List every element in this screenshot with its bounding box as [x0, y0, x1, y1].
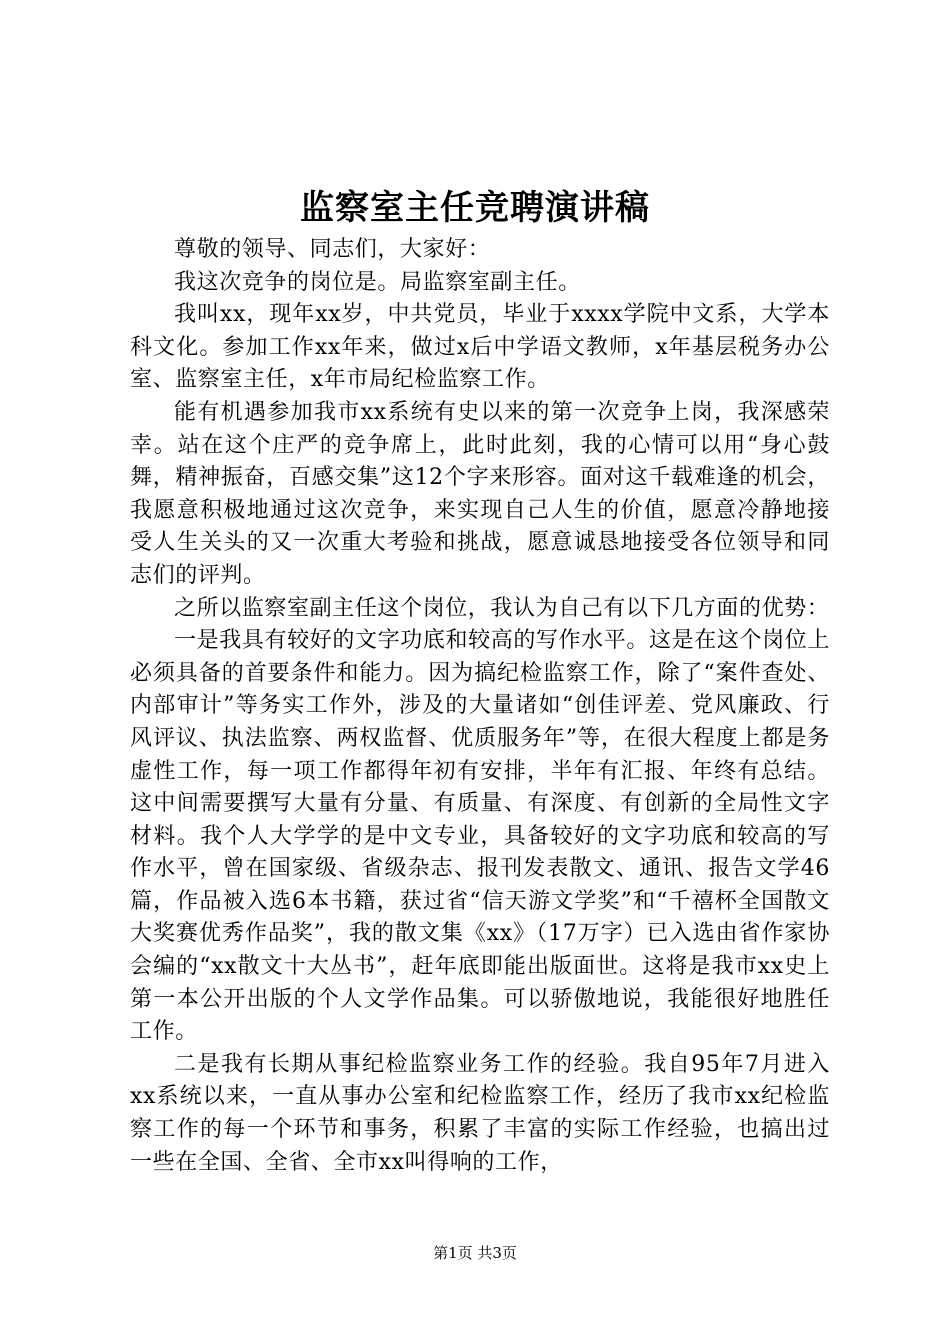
- paragraph-self-intro: 我叫xx，现年xx岁，中共党员，毕业于xxxx学院中文系，大学本科文化。参加工作xx年来，做过x后中学语文教师，x年基层税务办公室、监察室主任，x年市局纪检监察工作。: [130, 302, 830, 393]
- paragraph-position: 我这次竞争的岗位是。局监察室副主任。: [174, 269, 581, 295]
- paragraph-opportunity: 能有机遇参加我市xx系统有史以来的第一次竞争上岗，我深感荣幸。站在这个庄严的竞争席上，此时此刻，我的心情可以用“身心鼓舞，精神振奋，百感交集”这12个字来形容。面对这千载难逢的机会，我愿意积极地通过这次竞争，来实现自己人生的价值，愿意冷静地接受人生关头的又一次重大考验和挑战，愿意诚恳地接受各位领导和同志们的评判。: [130, 399, 830, 588]
- page-footer: 第1页 共3页: [433, 1244, 517, 1262]
- paragraph-advantages-intro: 之所以监察室副主任这个岗位，我认为自己有以下几方面的优势：: [174, 595, 830, 621]
- paragraph-advantage-writing: 一是我具有较好的文字功底和较高的写作水平。这是在这个岗位上必须具备的首要条件和能力。因为搞纪检监察工作，除了“案件查处、内部审计”等务实工作外，涉及的大量诸如“创佳评差、党风廉政、行风评议、执法监察、两权监督、优质服务年”等，在很大程度上都是务虚性工作，每一项工作都得年初有安排，半年有汇报、年终有总结。这中间需要撰写大量有分量、有质量、有深度、有创新的全局性文字材料。我个人大学学的是中文专业，具备较好的文字功底和较高的写作水平，曾在国家级、省级杂志、报刊发表散文、通讯、报告文学46篇，作品被入选6本书籍，获过省“信天游文学奖”和“千禧杯全国散文大奖赛优秀作品奖”，我的散文集《xx》（17万字）已入选由省作家协会编的“xx散文十大丛书”，赶年底即能出版面世。这将是我市xx史上第一本公开出版的个人文学作品集。可以骄傲地说，我能很好地胜任工作。: [130, 628, 830, 1045]
- paragraph-advantage-experience: 二是我有长期从事纪检监察业务工作的经验。我自95年7月进入xx系统以来，一直从事办公室和纪检监察工作，经历了我市xx纪检监察工作的每一个环节和事务，积累了丰富的实际工作经验，也搞出过一些在全国、全省、全市xx叫得响的工作，: [130, 1051, 830, 1175]
- document-title: 监察室主任竞聘演讲稿: [300, 188, 650, 228]
- paragraph-greeting: 尊敬的领导、同志们，大家好：: [174, 237, 491, 262]
- document-body: [130, 234, 830, 1179]
